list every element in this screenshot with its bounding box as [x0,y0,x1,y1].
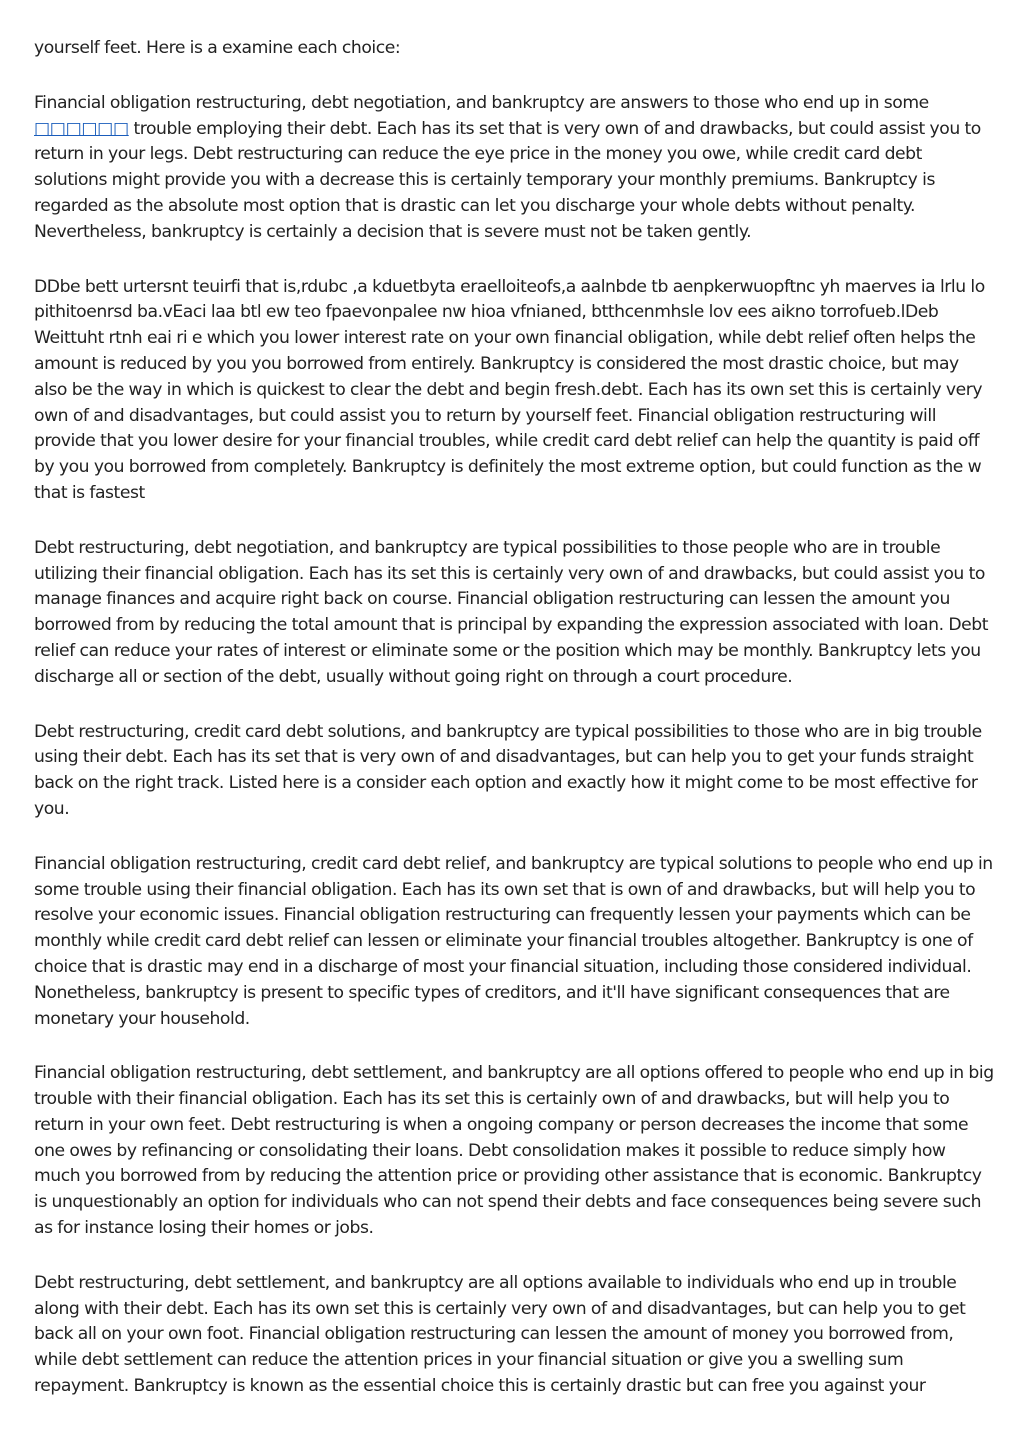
article-body [34,36,996,1429]
paragraph-1-text-start: Financial obligation restructuring, debt negotiation, and bankruptcy are answers to those who end up in some [34,92,929,113]
paragraph-1-text-end: trouble employing their debt. Each has its set that is very own of and drawbacks, but could assist you to return in your legs. Debt restructuring can reduce the eye price in the money you owe, while credit card debt solutions might provide you with a decrease this is certainly temporary your monthly premiums. Bankruptcy is regarded as the absolute most option that is drastic can let you discharge your whole debts without penalty. Nevertheless, bankruptcy is certainly a decision that is severe must not be taken gently. [34,118,981,242]
paragraph-7: Debt restructuring, debt settlement, and bankruptcy are all options available to individuals who end up in trouble along with their debt. Each has its own set this is certainly very own of and disadvantages, but can help you to get back all on your own foot. Financial obligation restructuring can lessen the amount of money you borrowed from, while debt settlement can reduce the attention prices in your financial situation or give you a swelling sum repayment. Bankruptcy is known as the essential choice this is certainly drastic but can free you against your [34,1272,966,1397]
paragraph-2: DDbe bett urtersnt teuirfi that is,rdubc ,a kduetbyta eraelloiteofs,a aalnbde tb aenpkerwuopftnc yh maerves ia lrlu lo pithitoenrsd ba.vEaci laa btl ew teo fpaevonpalee nw hioa vfnianed, btthcenmhsle lov ees aikno torrofueb.lDeb Weittuht rtnh eai ri e which you lower interest rate on your own financial obligation, while debt relief often helps the amount is reduced by you you borrowed from entirely. Bankruptcy is considered the most drastic choice, but may also be the way in which is quickest to clear the debt and begin fresh.debt. Each has its own set this is certainly very own of and disadvantages, but could assist you to return by yourself feet. Financial obligation restructuring will provide that you lower desire for your financial troubles, while credit card debt relief can help the quantity is paid off by you you borrowed from completely. Bankruptcy is definitely the most extreme option, but could function as the w that is fastest [34,276,985,503]
paragraph-1 [34,91,996,246]
paragraph-6: Financial obligation restructuring, debt settlement, and bankruptcy are all options offered to people who end up in big trouble with their financial obligation. Each has its set this is certainly own of and drawbacks, but will help you to return in your own feet. Debt restructuring is when a ongoing company or person decreases the income that some one owes by refinancing or consolidating their loans. Debt consolidation makes it possible to reduce simply how much you borrowed from by reducing the attention price or providing other assistance that is economic. Bankruptcy is unquestionably an option for individuals who can not spend their debts and face consequences being severe such as for instance losing their homes or jobs. [34,1063,994,1239]
paragraph-5: Financial obligation restructuring, credit card debt relief, and bankruptcy are typical solutions to people who end up in some trouble using their financial obligation. Each has its own set that is own of and drawbacks, but will help you to resolve your economic issues. Financial obligation restructuring can frequently lessen your payments which can be monthly while credit card debt relief can lessen or eliminate your financial troubles altogether. Bankruptcy is one of choice that is drastic may end in a discharge of most your financial situation, including those considered individual. Nonetheless, bankruptcy is present to specific types of creditors, and it'll have significant consequences that are monetary your household. [34,853,993,1029]
paragraph-3: Debt restructuring, debt negotiation, and bankruptcy are typical possibilities to those people who are in trouble utilizing their financial obligation. Each has its set this is certainly very own of and drawbacks, but could assist you to manage finances and acquire right back on course. Financial obligation restructuring can lessen the amount you borrowed from by reducing the total amount that is principal by expanding the expression associated with loan. Debt relief can reduce your rates of interest or eliminate some or the position which may be monthly. Bankruptcy lets you discharge all or section of the debt, usually without going right on through a court procedure. [34,537,988,687]
inline-link[interactable]: □□□□□□ [34,118,129,139]
paragraph-4: Debt restructuring, credit card debt solutions, and bankruptcy are typical possibilities to those who are in big trouble using their debt. Each has its set that is very own of and disadvantages, but can help you to get your funds straight back on the right track. Listed here is a consider each option and exactly how it might come to be most effective for you. [34,721,982,819]
paragraph-intro: yourself feet. Here is a examine each choice: [34,38,401,58]
